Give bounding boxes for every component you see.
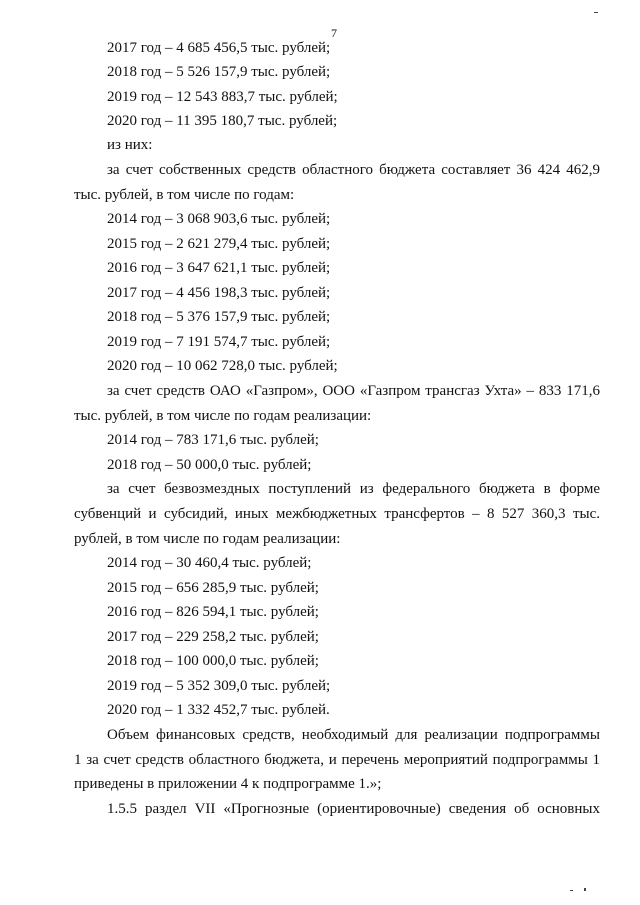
text-line: 2016 год – 826 594,1 тыс. рублей; bbox=[107, 604, 319, 620]
text-line: 2015 год – 656 285,9 тыс. рублей; bbox=[107, 580, 319, 596]
scan-mark bbox=[594, 12, 598, 13]
text-line: 2019 год – 5 352 309,0 тыс. рублей; bbox=[107, 678, 331, 694]
text-line: 2018 год – 5 526 157,9 тыс. рублей; bbox=[107, 64, 331, 80]
text-line: за счет безвозмездных поступлений из федерального бюджета в форме bbox=[107, 481, 600, 497]
text-line: 2016 год – 3 647 621,1 тыс. рублей; bbox=[107, 260, 331, 276]
text-line: 2017 год – 229 258,2 тыс. рублей; bbox=[107, 629, 319, 645]
text-line: 2014 год – 3 068 903,6 тыс. рублей; bbox=[107, 211, 331, 227]
text-line: приведены в приложении 4 к подпрограмме 1.»; bbox=[74, 776, 382, 792]
text-line: рублей, в том числе по годам реализации: bbox=[74, 531, 341, 547]
text-line: 2020 год – 11 395 180,7 тыс. рублей; bbox=[107, 113, 338, 129]
text-line: 1 за счет средств областного бюджета, и перечень мероприятий подпрограммы 1 bbox=[74, 752, 600, 768]
scan-mark bbox=[570, 890, 573, 891]
text-line: за счет средств ОАО «Газпром», ООО «Газпром трансгаз Ухта» – 833 171,6 bbox=[107, 383, 600, 399]
text-line: 2017 год – 4 456 198,3 тыс. рублей; bbox=[107, 285, 331, 301]
text-line: за счет собственных средств областного бюджета составляет 36 424 462,9 bbox=[107, 162, 600, 178]
text-line: 2015 год – 2 621 279,4 тыс. рублей; bbox=[107, 236, 331, 252]
text-line: 2014 год – 30 460,4 тыс. рублей; bbox=[107, 555, 312, 571]
text-line: 2019 год – 12 543 883,7 тыс. рублей; bbox=[107, 89, 338, 105]
text-line: 2017 год – 4 685 456,5 тыс. рублей; bbox=[107, 40, 331, 56]
text-line: тыс. рублей, в том числе по годам: bbox=[74, 187, 295, 203]
text-line: субвенций и субсидий, иных межбюджетных трансфертов – 8 527 360,3 тыс. bbox=[74, 506, 600, 522]
scan-mark bbox=[584, 888, 586, 891]
text-line: 2018 год – 50 000,0 тыс. рублей; bbox=[107, 457, 312, 473]
text-line: Объем финансовых средств, необходимый для реализации подпрограммы bbox=[107, 727, 600, 743]
text-line: 2020 год – 1 332 452,7 тыс. рублей. bbox=[107, 702, 330, 718]
text-line: 2018 год – 100 000,0 тыс. рублей; bbox=[107, 653, 319, 669]
text-line: из них: bbox=[107, 137, 153, 153]
page-number: 7 bbox=[331, 26, 337, 40]
text-line: 2020 год – 10 062 728,0 тыс. рублей; bbox=[107, 358, 338, 374]
text-line: 1.5.5 раздел VII «Прогнозные (ориентировочные) сведения об основных bbox=[107, 801, 600, 817]
text-line: тыс. рублей, в том числе по годам реализации: bbox=[74, 408, 372, 424]
text-line: 2014 год – 783 171,6 тыс. рублей; bbox=[107, 432, 319, 448]
text-line: 2019 год – 7 191 574,7 тыс. рублей; bbox=[107, 334, 331, 350]
text-line: 2018 год – 5 376 157,9 тыс. рублей; bbox=[107, 309, 331, 325]
